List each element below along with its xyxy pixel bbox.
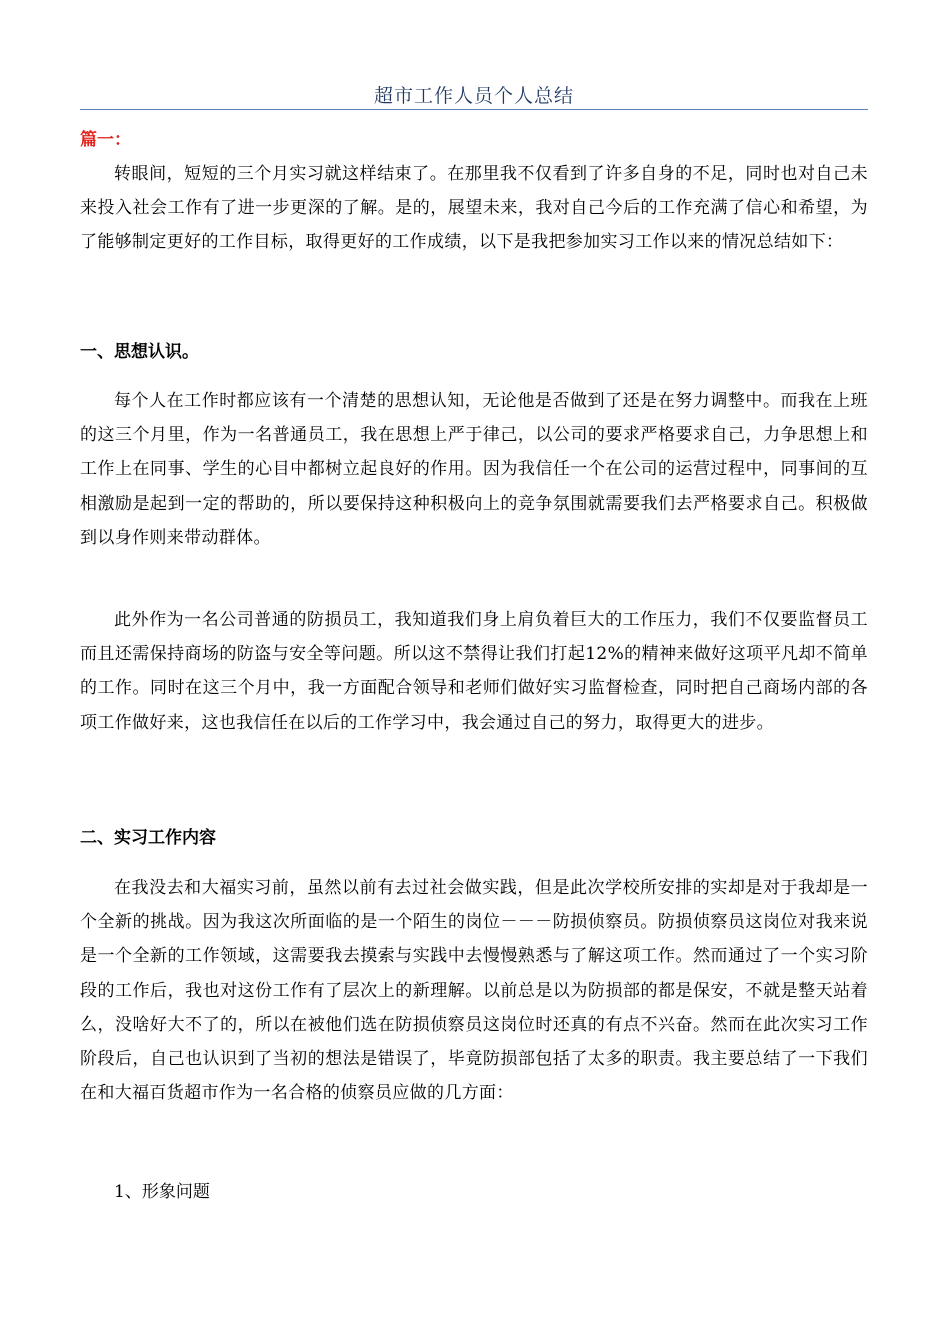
intro-paragraph: 转眼间，短短的三个月实习就这样结束了。在那里我不仅看到了许多自身的不足，同时也对自己未来投入社会工作有了进一步更深的了解。是的，展望未来，我对自己今后的工作充满了信心和希望，为了能够制定更好的工作目标，取得更好的工作成绩，以下是我把参加实习工作以来的情况总结如下：	[80, 164, 868, 253]
paragraph-thoughts-2: 此外作为一名公司普通的防损员工，我知道我们身上肩负着巨大的工作压力，我们不仅要监督员工而且还需保持商场的防盗与安全等问题。所以这不禁得让我们打起12%的精神来做好这项平凡却不简单的工作。同时在这三个月中，我一方面配合领导和老师们做好实习监督检查，同时把自己商场内部的各项工作做好来，这也我信任在以后的工作学习中，我会通过自己的努力，取得更大的进步。	[80, 610, 868, 733]
part-label: 篇一：	[80, 130, 131, 150]
list-item-image-issue: 1、形象问题	[114, 1182, 210, 1202]
section-heading-thoughts: 一、思想认识。	[80, 342, 199, 362]
paragraph-thoughts-1: 每个人在工作时都应该有一个清楚的思想认知，无论他是否做到了还是在努力调整中。而我在上班的这三个月里，作为一名普通员工，我在思想上严于律己，以公司的要求严格要求自己，力争思想上和工作上在同事、学生的心目中都树立起良好的作用。因为我信任一个在公司的运营过程中，同事间的互相激励是起到一定的帮助的，所以要保持这种积极向上的竞争氛围就需要我们去严格要求自己。积极做到以身作则来带动群体。	[80, 391, 868, 548]
document-title: 超市工作人员个人总结	[373, 85, 574, 107]
title-underline	[80, 109, 868, 110]
section-heading-work-content: 二、实习工作内容	[80, 828, 216, 848]
paragraph-work-content-1: 在我没去和大福实习前，虽然以前有去过社会做实践，但是此次学校所安排的实却是对于我却是一个全新的挑战。因为我这次所面临的是一个陌生的岗位－－－防损侦察员。防损侦察员这岗位对我来说是一个全新的工作领域，这需要我去摸索与实践中去慢慢熟悉与了解这项工作。然而通过了一个实习阶段的工作后，我也对这份工作有了层次上的新理解。以前总是以为防损部的都是保安，不就是整天站着么，没啥好大不了的，所以在被他们选在防损侦察员这岗位时还真的有点不兴奋。然而在此次实习工作阶段后，自己也认识到了当初的想法是错误了，毕竟防损部包括了太多的职责。我主要总结了一下我们在和大福百货超市作为一名合格的侦察员应做的几方面：	[80, 878, 868, 1104]
